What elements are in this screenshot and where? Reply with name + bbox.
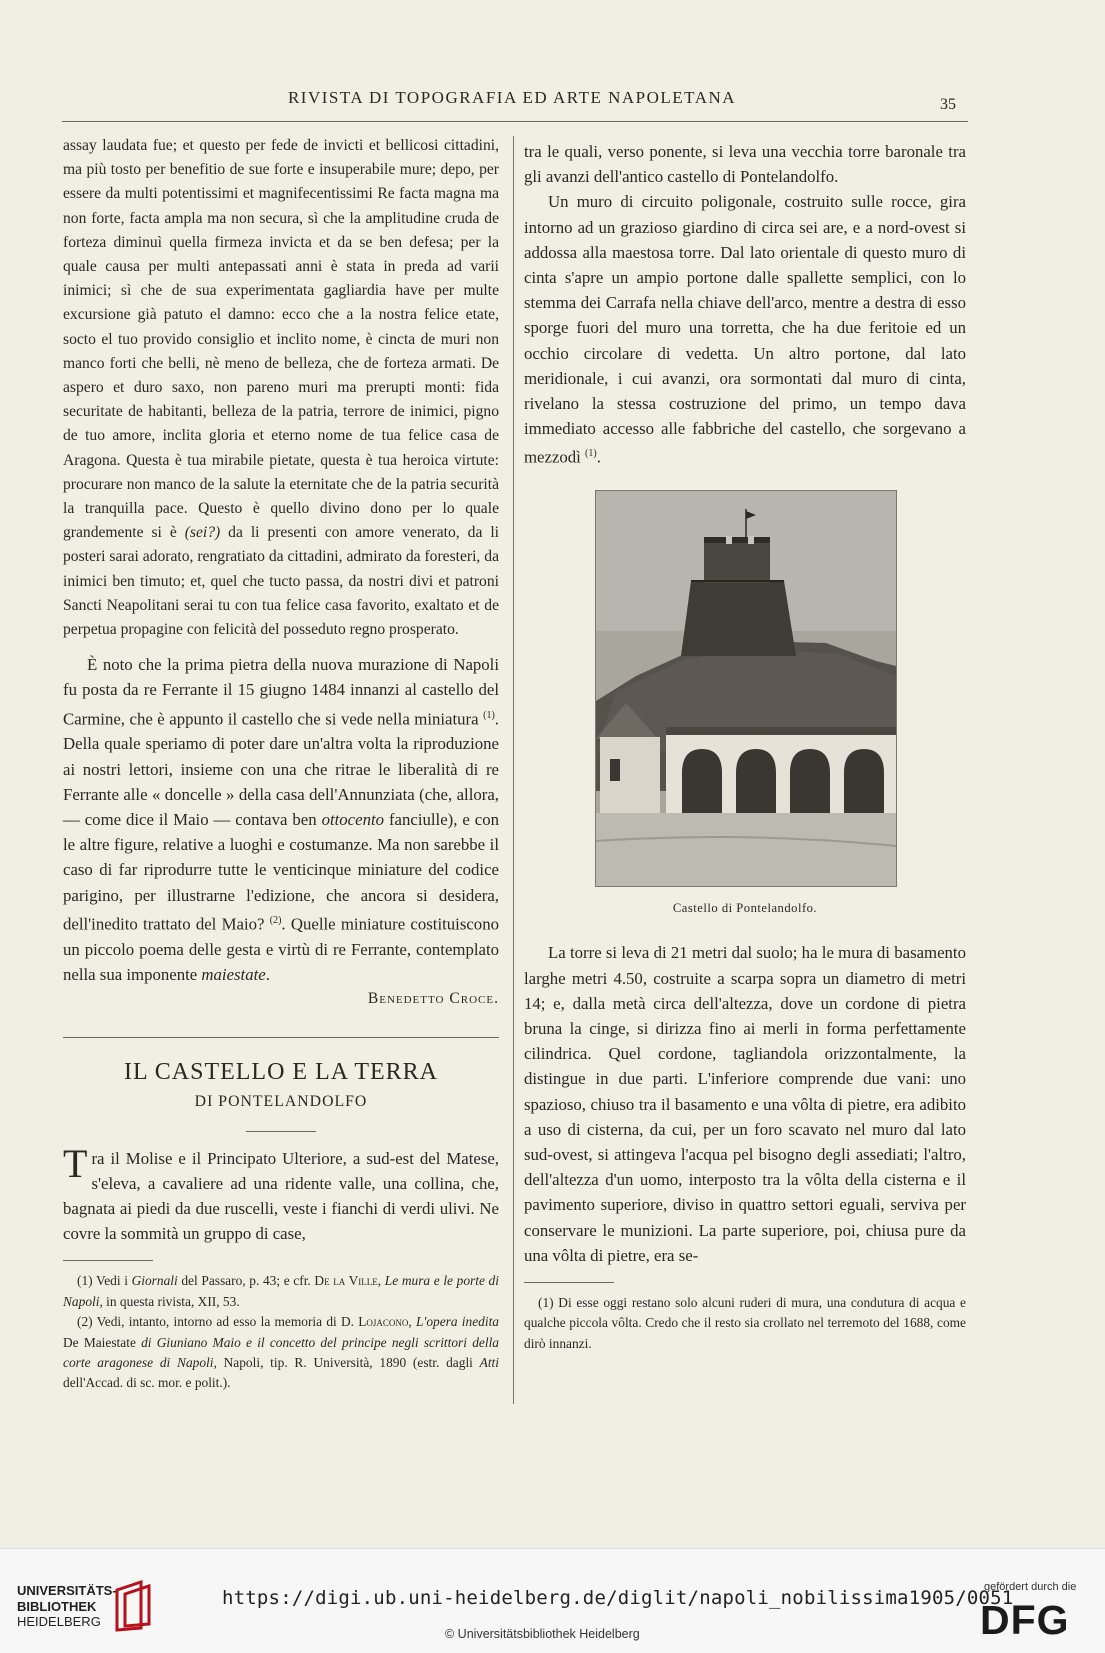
university-library-logo[interactable] <box>17 1583 157 1630</box>
text-run: , in questa rivista, XII, 53. <box>99 1293 240 1309</box>
drop-cap: T <box>63 1140 88 1186</box>
funding-label: gefördert durch die <box>984 1581 1077 1593</box>
footnote-rule <box>524 1282 614 1283</box>
article-opening-paragraph <box>63 1140 499 1247</box>
text-run: ottocento <box>321 810 385 830</box>
text-run: ra il Molise e il Principato Ulteriore, a sud-est del Matese, s'eleva, a cavaliere ad una ridente valle, una collina, che, bagnata ai piedi da due ruscelli, veste i fianchi di verdi ulivi. Ne covre la sommità un gruppo di case, <box>63 1148 499 1244</box>
text-run: del Passaro, p. 43; e cfr. <box>177 1273 315 1289</box>
dfg-logo[interactable]: DFG <box>980 1597 1070 1643</box>
text-run: Giornali <box>131 1273 178 1289</box>
left-column <box>63 134 499 1394</box>
viewer-footer <box>0 1548 1105 1653</box>
text-run: È noto che la prima pietra della nuova murazione di Napoli fu posta da re Ferrante il 15 giugno 1484 innanzi al castello del Carmine, che è appunto il castello che si vede nella miniatura <box>63 655 499 729</box>
text-run: De la Ville <box>314 1273 378 1289</box>
quote-text: assay laudata fue; et questo per fede de invicti et bellicosi cittadini, ma più tosto per benefitio de sue forte e insuperabile mure; depo, per essere da multi potentissimi et magnifecentissimi Re facta magna ma non forte, facta ampla ma non secura, sì che la amplitudine cruda de forteza diminuì quella firmeza invicta et da se ben defesa; per la quale causa per multi antepassati anni è stata in preda ad varii inimici; sì che de sua experimentata gagliardia have per multe excursione già patuto el damno: ecco che a la nostra felice etate, socto el tuo provido consiglio et inclito nome, è cincta de muri non manco forti che belli, nè meno de belleza, che de forteza armati. De aspero et duro saxo, non pareno muri ma prerupti monti: fida securitate de habitanti, belleza de la patria, terrore de inimici, pigno de tuo amore, inclita gloria et eterno nome de tua felice casa de Aragona. Questa è tua mirabile pietate, questa è tua heroica virtute: procurare non manco de la salute la eternitate che de la patria securità la tranquilla pace. Questo è quello divino dono per lo quale grandemente si è <box>63 137 499 542</box>
library-line-2: BIBLIOTHEK <box>17 1598 97 1614</box>
title-rule <box>246 1131 316 1132</box>
article-subtitle: DI PONTELANDOLFO <box>194 1093 368 1111</box>
running-title: RIVISTA DI TOPOGRAFIA ED ARTE NAPOLETANA <box>287 88 737 107</box>
permalink-url[interactable]: https://digi.ub.uni-heidelberg.de/diglit/napoli_nobilissima1905/0051 <box>222 1587 1014 1609</box>
section-rule <box>63 1037 499 1038</box>
footnote-1 <box>63 1271 499 1312</box>
copyright-notice: © Universitätsbibliothek Heidelberg <box>445 1627 640 1641</box>
right-column <box>524 139 966 1354</box>
page-number: 35 <box>940 96 956 113</box>
footnote-ref[interactable]: (2) <box>269 914 282 926</box>
text-run: . Quelle miniature costituiscono un piccolo poema delle gesta e virtù di re Ferrante, contemplato nella sua imponente <box>63 914 499 984</box>
text-run: , <box>377 1273 385 1289</box>
column-divider <box>513 136 514 1404</box>
text-run: dell'Accad. di sc. mor. e polit.). <box>63 1375 231 1391</box>
body-paragraph <box>524 189 966 470</box>
text-run: Atti <box>479 1354 499 1370</box>
text-run: De Maiestate <box>63 1334 142 1350</box>
text-run: Lojacono <box>358 1314 409 1330</box>
text-run: di Giuniano Maio e il concetto del principe negli scrittori della corte aragonese di Napoli <box>63 1334 499 1370</box>
footnote-ref[interactable]: (1) <box>483 709 495 721</box>
body-paragraph: tra le quali, verso ponente, si leva una vecchia torre baronale tra gli avanzi dell'antico castello di Pontelandolfo. <box>524 142 966 187</box>
text-run: Le mura e le porte di Napoli <box>63 1273 499 1309</box>
quote-sei: (sei?) <box>184 524 221 542</box>
body-paragraph: La torre si leva di 21 metri dal suolo; ha le mura di basamento larghe metri 4.50, costruite a scarpa sopra un diametro di metri 14; e, dalla metà circa dell'altezza, dove un cordone di pietra bruna la cinge, si dirizza fino ai merli in forma perfettamente cilindrica. Quel cordone, tagliandola orizzontalmente, la distingue in due parti. L'inferiore comprende due vani: uno spazioso, chiuso tra il basamento e una vôlta di pietre, era adibito a uso di cisterna, da cui, per un foro scavato nel muro dal lato sud-ovest, si attingeva l'acqua pel bisogno degli assediati; l'altro, dell'altezza d'un uomo, interposto tra la vôlta della cisterna e il pavimento superiore, diviso in quattro settori eguali, serviva per conservare le munizioni. La parte superiore, poi, chiusa pure da una vôlta di pietre, era se- <box>524 943 966 1265</box>
text-run: . <box>265 964 270 984</box>
quote-end: da li presenti con amore venerato, da li posteri sarai adorato, rengratiato da cittadini, admirato da foresteri, da inimici ben timuto; et, quel che tucto passa, da nostri divi et patroni Sancti Neapolitani serai tu con tua felice casa favorito, exaltato et de perpetua propagine con felicità del posseduto regno prosperato. <box>63 524 499 639</box>
castle-illustration <box>596 491 896 886</box>
castle-photograph <box>595 490 897 887</box>
body-paragraph <box>63 652 499 987</box>
text-run: fanciulle), e con le altre figure, relative a luoghi e costumanze. Ma non sarebbe il caso di far riprodurre tutte le venticinque miniature del codice parigino, per illustrarne l'edizione, che ancora si desidera, dell'inedito trattato del Maio? <box>63 810 500 934</box>
library-line-1: UNIVERSITÄTS- <box>17 1583 117 1598</box>
footnote-1: (1) Di esse oggi restano solo alcuni ruderi di mura, una condutura di acqua e qualche piccola vôlta. Credo che il resto sia crollato nel terremoto del 1688, come dirò innanzi. <box>524 1295 966 1351</box>
text-run: , <box>408 1314 417 1330</box>
header-rule <box>62 121 968 122</box>
figure-caption: Castello di Pontelandolfo. <box>672 901 818 916</box>
library-emblem-icon <box>111 1580 157 1632</box>
text-run: Un muro di circuito poligonale, costruito sulle rocce, gira intorno ad un grazioso giardino di circa sei are, e a nord-ovest si addossa alla maestosa torre. Dal lato orientale di questo muro di cinta s'apre un ampio portone dalle spallette semplici, con lo stemma dei Carrafa nella chiave dell'arco, mentre a destra di esso sporge fuori del muro una torretta, che ha due feritoie ed un occhio circolare di vedetta. Un altro portone, dal lato meridionale, i cui avanzi, ora sormontati dal muro di cinta, rivelano la stessa costruzione del primo, un tempo dava immediato accesso alle fabbriche del castello, che sorgevano a mezzodì <box>524 192 966 468</box>
library-line-3: HEIDELBERG <box>17 1614 101 1629</box>
text-run: maiestate <box>201 964 266 984</box>
text-run: (1) Vedi i <box>77 1273 132 1289</box>
quoted-text <box>63 134 499 642</box>
footnote-ref[interactable]: (1) <box>585 448 597 460</box>
text-run: . Della quale speriamo di poter dare un'altra volta la riproduzione ai nostri lettori, insieme con una che ritrae le liberalità di re Ferrante alle « doncelle » della casa dell'Annunziata (che, allora, — come dice il Maio — contava ben <box>63 709 499 830</box>
author-signature: Benedetto Croce. <box>367 990 499 1008</box>
text-run: L'opera inedita <box>416 1314 499 1330</box>
text-run: , Napoli, tip. R. Università, 1890 (estr. dagli <box>213 1354 480 1370</box>
footnote-2 <box>63 1312 499 1394</box>
text-run: (2) Vedi, intanto, intorno ad esso la memoria di D. <box>77 1314 359 1330</box>
text-run: . <box>596 448 601 468</box>
article-title: IL CASTELLO E LA TERRA <box>124 1059 438 1086</box>
footnote-rule <box>63 1260 153 1261</box>
